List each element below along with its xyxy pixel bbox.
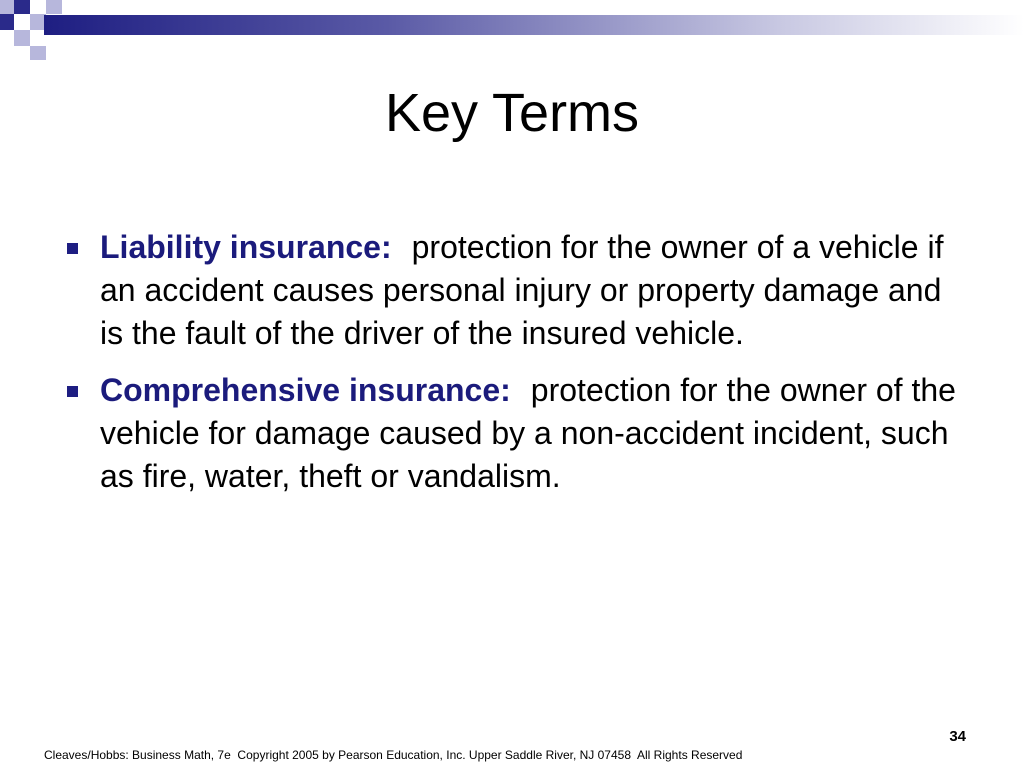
copyright-footer: Cleaves/Hobbs: Business Math, 7e Copyright 2005 by Pearson Education, Inc. Upper Saddle River, NJ 07458 All Rights Reserved	[44, 748, 743, 762]
header-gradient-bar	[44, 15, 1024, 35]
term-definition: protection for the owner of a vehicle if an accident causes personal injury or property damage and is the fault of the driver of the insured vehicle.	[100, 229, 944, 351]
list-item	[62, 369, 972, 498]
slide-title: Key Terms	[384, 83, 640, 143]
list-item	[62, 226, 972, 355]
key-terms-list	[62, 226, 972, 512]
term-name: Liability insurance:	[100, 229, 392, 265]
square-bullet-icon	[67, 243, 78, 254]
slide-number: 34	[949, 728, 966, 745]
corner-decoration	[0, 0, 80, 70]
deco-square	[14, 0, 30, 14]
deco-square	[30, 46, 46, 60]
deco-square	[0, 0, 14, 14]
deco-square	[46, 0, 62, 14]
term-name: Comprehensive insurance:	[100, 372, 511, 408]
deco-square	[14, 30, 30, 46]
deco-square	[0, 14, 14, 30]
square-bullet-icon	[67, 386, 78, 397]
term-definition: protection for the owner of the vehicle for damage caused by a non-accident incident, such as fire, water, theft or vandalism.	[100, 372, 956, 494]
